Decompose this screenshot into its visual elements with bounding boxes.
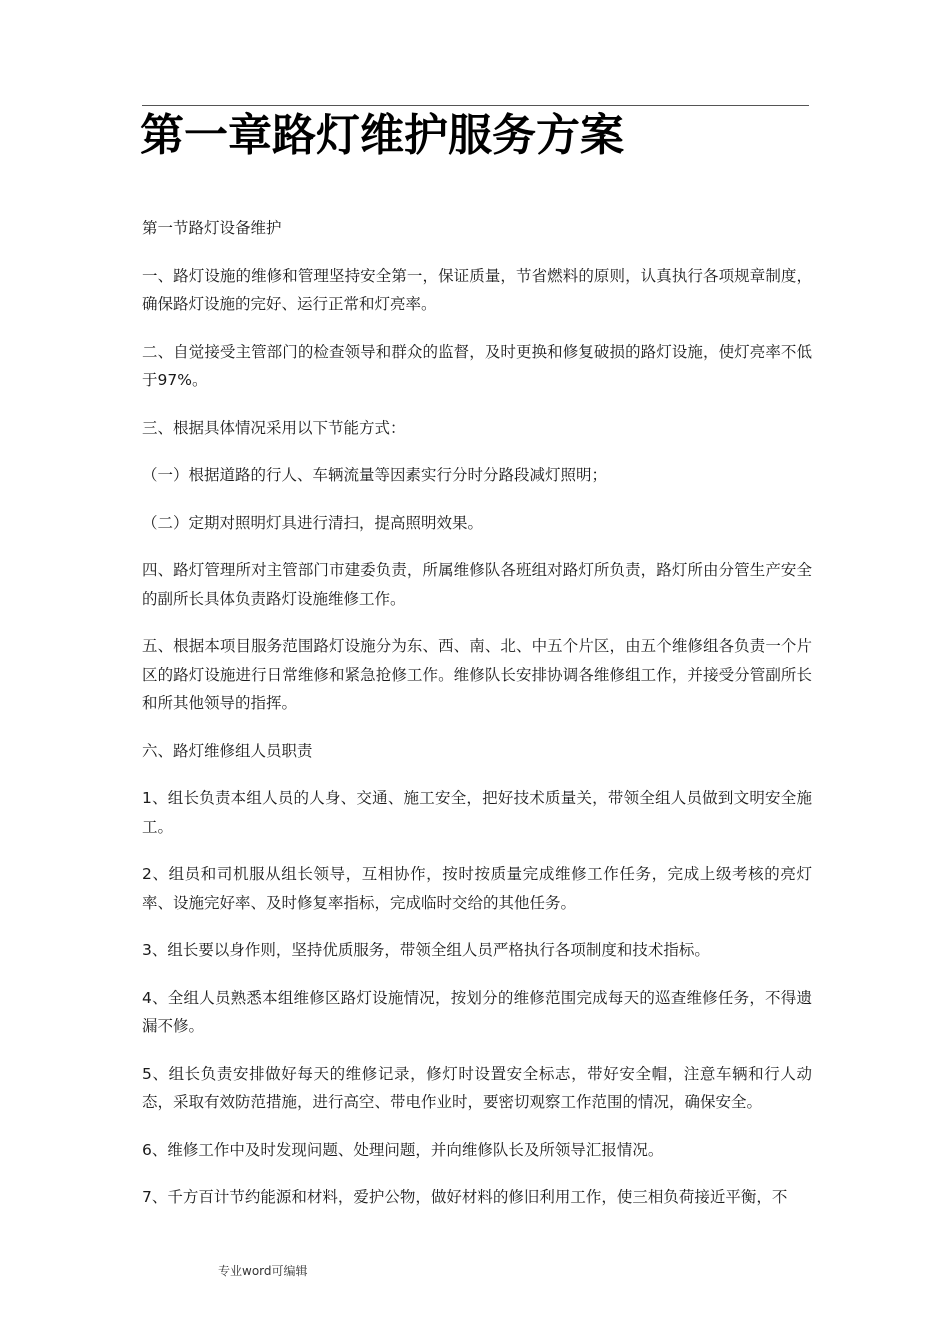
paragraph-item-4: 四、路灯管理所对主管部门市建委负责，所属维修队各班组对路灯所负责，路灯所由分管生产安全的副所长具体负责路灯设施维修工作。 (142, 561, 812, 608)
duty-item-3: 3、组长要以身作则，坚持优质服务，带领全组人员严格执行各项制度和技术指标。 (142, 941, 710, 959)
header-rule (142, 105, 809, 106)
footer-note: 专业word可编辑 (218, 1264, 308, 1278)
duty-item-4: 4、全组人员熟悉本组维修区路灯设施情况，按划分的维修范围完成每天的巡查维修任务，不得遗漏不修。 (142, 988, 812, 1035)
paragraph-item-6: 六、路灯维修组人员职责 (142, 741, 313, 760)
paragraph-item-5: 五、根据本项目服务范围路灯设施分为东、西、南、北、中五个片区，由五个维修组各负责一个片区的路灯设施进行日常维修和紧急抢修工作。维修队长安排协调各维修组工作，并接受分管副所长和所其他领导的指挥。 (142, 637, 812, 712)
duty-item-2: 2、组员和司机服从组长领导，互相协作，按时按质量完成维修工作任务，完成上级考核的亮灯率、设施完好率、及时修复率指标，完成临时交给的其他任务。 (142, 865, 812, 912)
section-heading: 第一节路灯设备维护 (142, 219, 282, 237)
duty-item-1: 1、组长负责本组人员的人身、交通、施工安全，把好技术质量关，带领全组人员做到文明安全施工。 (142, 789, 812, 836)
paragraph-item-1: 一、路灯设施的维修和管理坚持安全第一，保证质量，节省燃料的原则，认真执行各项规章制度，确保路灯设施的完好、运行正常和灯亮率。 (142, 266, 812, 313)
duty-item-6: 6、维修工作中及时发现问题、处理问题，并向维修队长及所领导汇报情况。 (142, 1140, 664, 1159)
paragraph-item-3: 三、根据具体情况采用以下节能方式： (142, 418, 406, 437)
paragraph-subitem-2: （二）定期对照明灯具进行清扫，提高照明效果。 (142, 513, 484, 532)
duty-item-7: 7、千方百计节约能源和材料，爱护公物，做好材料的修旧利用工作，使三相负荷接近平衡，不 (142, 1188, 788, 1206)
paragraph-item-2: 二、自觉接受主管部门的检查领导和群众的监督，及时更换和修复破损的路灯设施，使灯亮率不低于97%。 (142, 342, 812, 389)
chapter-title: 第一章路灯维护服务方案 (140, 110, 624, 161)
paragraph-subitem-1: （一）根据道路的行人、车辆流量等因素实行分时分路段减灯照明； (142, 466, 608, 484)
body-text (142, 214, 812, 1231)
duty-item-5: 5、组长负责安排做好每天的维修记录，修灯时设置安全标志，带好安全帽，注意车辆和行人动态，采取有效防范措施，进行高空、带电作业时，要密切观察工作范围的情况，确保安全。 (142, 1064, 812, 1111)
